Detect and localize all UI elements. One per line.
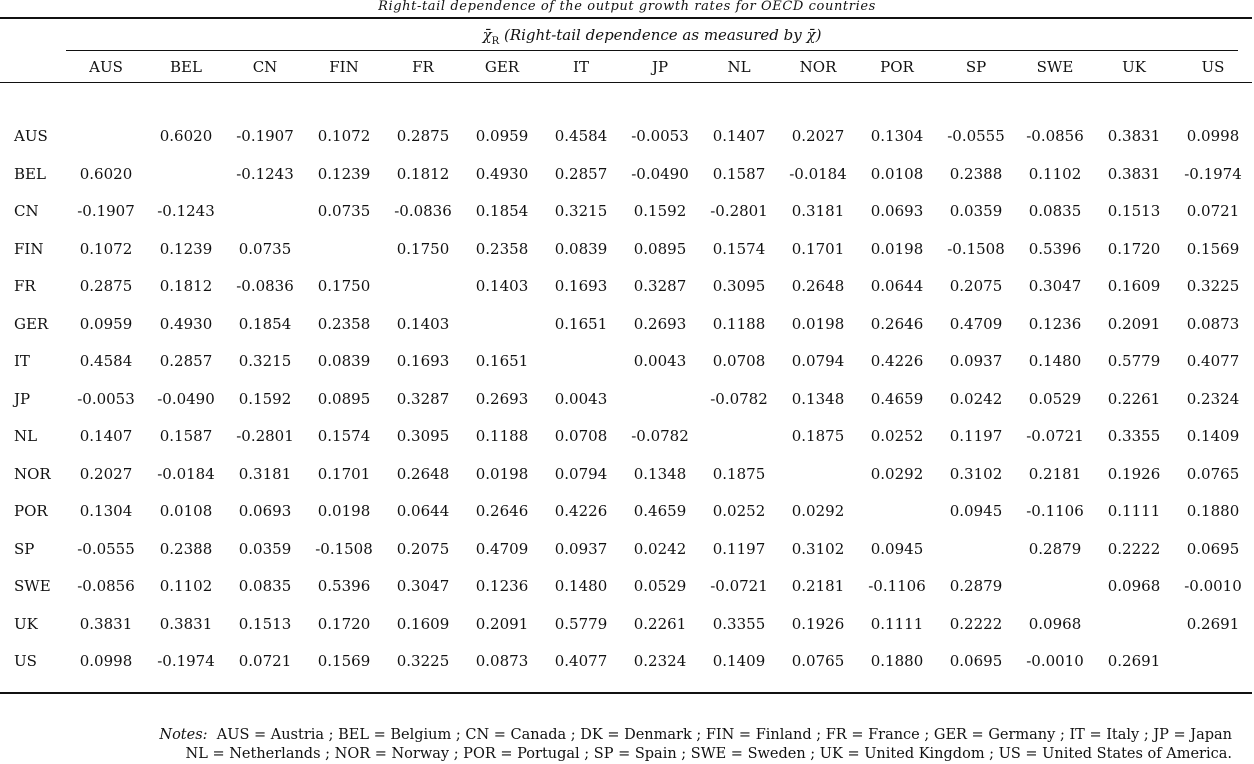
table-cell: 0.2648 bbox=[791, 277, 845, 295]
table-cell: 0.5779 bbox=[554, 615, 608, 633]
table-cell: -0.0053 bbox=[631, 127, 689, 145]
table-cell: 0.4584 bbox=[79, 352, 133, 370]
table-cell: 0.2027 bbox=[79, 465, 133, 483]
table-cell: 0.2875 bbox=[396, 127, 450, 145]
table-cell: 0.2388 bbox=[159, 540, 213, 558]
table-cell: 0.1875 bbox=[712, 465, 766, 483]
top-rule bbox=[0, 17, 1252, 19]
table-cell: 0.1403 bbox=[396, 315, 450, 333]
table-cell: -0.0782 bbox=[631, 427, 689, 445]
table-cell bbox=[541, 351, 621, 371]
table-cell: 0.1513 bbox=[238, 615, 292, 633]
column-header: FIN bbox=[329, 58, 359, 76]
table-cell: 0.1574 bbox=[317, 427, 371, 445]
table-cell: 0.3831 bbox=[79, 615, 133, 633]
table-cell: 0.4584 bbox=[554, 127, 608, 145]
table-cell: 0.0242 bbox=[949, 390, 1003, 408]
table-cell: 0.0198 bbox=[870, 240, 924, 258]
table-cell: -0.1508 bbox=[947, 240, 1005, 258]
table-cell: 0.1750 bbox=[317, 277, 371, 295]
table-cell: 0.1854 bbox=[238, 315, 292, 333]
table-cell: -0.0490 bbox=[631, 165, 689, 183]
table-cell: 0.0644 bbox=[396, 502, 450, 520]
table-cell: 0.4659 bbox=[870, 390, 924, 408]
table-cell: -0.0856 bbox=[77, 577, 135, 595]
column-header: US bbox=[1201, 58, 1225, 76]
table-cell: 0.1304 bbox=[870, 127, 924, 145]
table-cell: 0.0735 bbox=[317, 202, 371, 220]
table-cell: -0.1106 bbox=[868, 577, 926, 595]
table-cell: 0.3287 bbox=[633, 277, 687, 295]
table-cell: 0.0708 bbox=[712, 352, 766, 370]
table-cell: 0.1880 bbox=[1186, 502, 1240, 520]
table-cell: -0.0184 bbox=[157, 465, 215, 483]
table-cell: 0.1574 bbox=[712, 240, 766, 258]
row-header: US bbox=[14, 652, 37, 670]
table-cell: 0.2879 bbox=[1028, 540, 1082, 558]
table-notes bbox=[0, 726, 1232, 764]
table-cell: 0.2324 bbox=[633, 652, 687, 670]
table-cell: -0.1243 bbox=[157, 202, 215, 220]
table-cell: 0.0198 bbox=[791, 315, 845, 333]
table-cell: 0.1875 bbox=[791, 427, 845, 445]
table-cell: 0.2181 bbox=[1028, 465, 1082, 483]
table-cell: 0.1197 bbox=[949, 427, 1003, 445]
notes-text-1: AUS = Austria ; BEL = Belgium ; CN = Canada ; DK = Denmark ; FIN = Finland ; FR = France ; GER = Germany ; IT = Italy ; JP = Japan bbox=[216, 727, 1232, 743]
table-cell: 0.3095 bbox=[396, 427, 450, 445]
table-cell: 0.2691 bbox=[1186, 615, 1240, 633]
table-cell: 0.0252 bbox=[870, 427, 924, 445]
table-cell: 0.3215 bbox=[554, 202, 608, 220]
table-cell: -0.0555 bbox=[77, 540, 135, 558]
table-cell: 0.2857 bbox=[159, 352, 213, 370]
table-cell: 0.1102 bbox=[159, 577, 213, 595]
table-cell: 0.0693 bbox=[870, 202, 924, 220]
table-cell bbox=[225, 201, 305, 221]
header-rule bbox=[0, 82, 1252, 83]
table-cell bbox=[778, 464, 858, 484]
table-cell: 0.2091 bbox=[1107, 315, 1161, 333]
table-cell: -0.2801 bbox=[236, 427, 294, 445]
table-cell: 0.0945 bbox=[949, 502, 1003, 520]
table-cell: 0.0998 bbox=[1186, 127, 1240, 145]
table-cell: 0.1812 bbox=[396, 165, 450, 183]
measure-subscript: R bbox=[491, 36, 500, 47]
table-cell: 0.0945 bbox=[870, 540, 924, 558]
table-cell: 0.0242 bbox=[633, 540, 687, 558]
table-cell: 0.1111 bbox=[870, 615, 924, 633]
row-header: GER bbox=[14, 315, 49, 333]
table-cell: 0.1701 bbox=[791, 240, 845, 258]
table-cell: 0.1880 bbox=[870, 652, 924, 670]
row-header: AUS bbox=[14, 127, 48, 145]
table-cell: 0.3225 bbox=[396, 652, 450, 670]
table-cell bbox=[620, 389, 700, 409]
table-cell: 0.0359 bbox=[238, 540, 292, 558]
table-cell: 0.1569 bbox=[317, 652, 371, 670]
table-cell: 0.1348 bbox=[633, 465, 687, 483]
table-cell: 0.0043 bbox=[554, 390, 608, 408]
table-cell: 0.1102 bbox=[1028, 165, 1082, 183]
table-cell: 0.1480 bbox=[1028, 352, 1082, 370]
table-cell: 0.4659 bbox=[633, 502, 687, 520]
table-cell: 0.6020 bbox=[79, 165, 133, 183]
bottom-rule bbox=[0, 692, 1252, 694]
table-cell: 0.3047 bbox=[396, 577, 450, 595]
column-header: IT bbox=[573, 58, 589, 76]
table-cell: 0.0794 bbox=[554, 465, 608, 483]
column-header: NL bbox=[727, 58, 751, 76]
table-cell: 0.0108 bbox=[159, 502, 213, 520]
table-cell: 0.0968 bbox=[1028, 615, 1082, 633]
table-cell: 0.0873 bbox=[1186, 315, 1240, 333]
table-cell: 0.1587 bbox=[712, 165, 766, 183]
table-cell: -0.0721 bbox=[1026, 427, 1084, 445]
notes-line-2: NL = Netherlands ; NOR = Norway ; POR = Portugal ; SP = Spain ; SWE = Sweden ; UK = United Kingdom ; US = United States of America. bbox=[185, 746, 1232, 762]
table-cell: 0.3831 bbox=[1107, 127, 1161, 145]
row-header: SP bbox=[14, 540, 35, 558]
table-cell: 0.1239 bbox=[317, 165, 371, 183]
table-cell: 0.1609 bbox=[396, 615, 450, 633]
table-cell: 0.0937 bbox=[949, 352, 1003, 370]
table-cell: 0.0873 bbox=[475, 652, 529, 670]
column-header: GER bbox=[484, 58, 520, 76]
table-cell: 0.3102 bbox=[949, 465, 1003, 483]
table-cell: 0.1111 bbox=[1107, 502, 1161, 520]
row-header: JP bbox=[14, 390, 31, 408]
table-cell: 0.6020 bbox=[159, 127, 213, 145]
table-cell: -0.0555 bbox=[947, 127, 1005, 145]
table-cell: 0.1236 bbox=[475, 577, 529, 595]
table-cell: 0.2358 bbox=[317, 315, 371, 333]
header-subrule bbox=[66, 50, 1238, 51]
table-cell: 0.0721 bbox=[1186, 202, 1240, 220]
table-cell: 0.2261 bbox=[1107, 390, 1161, 408]
table-cell: 0.1348 bbox=[791, 390, 845, 408]
table-cell: 0.1854 bbox=[475, 202, 529, 220]
table-cell: -0.2801 bbox=[710, 202, 768, 220]
table-cell bbox=[699, 426, 779, 446]
table-cell: 0.0895 bbox=[633, 240, 687, 258]
notes-label: Notes: bbox=[159, 727, 208, 743]
table-cell: 0.1569 bbox=[1186, 240, 1240, 258]
table-cell bbox=[66, 126, 146, 146]
table-cell: 0.0529 bbox=[1028, 390, 1082, 408]
row-header: POR bbox=[14, 502, 48, 520]
table-cell: 0.2324 bbox=[1186, 390, 1240, 408]
table-cell: 0.1587 bbox=[159, 427, 213, 445]
table-cell: 0.2027 bbox=[791, 127, 845, 145]
table-cell: -0.1907 bbox=[236, 127, 294, 145]
column-header: FR bbox=[412, 58, 434, 76]
table-cell: 0.1409 bbox=[1186, 427, 1240, 445]
table-cell: -0.0490 bbox=[157, 390, 215, 408]
table-cell: 0.1072 bbox=[79, 240, 133, 258]
table-cell: 0.0695 bbox=[1186, 540, 1240, 558]
table-cell: -0.0836 bbox=[394, 202, 452, 220]
table-cell: 0.5396 bbox=[1028, 240, 1082, 258]
table-cell: 0.1926 bbox=[791, 615, 845, 633]
table-cell: 0.0998 bbox=[79, 652, 133, 670]
table-cell: 0.1072 bbox=[317, 127, 371, 145]
table-cell: 0.1701 bbox=[317, 465, 371, 483]
table-cell: 0.1304 bbox=[79, 502, 133, 520]
table-cell: 0.1651 bbox=[554, 315, 608, 333]
table-cell: 0.3215 bbox=[238, 352, 292, 370]
table-cell: 0.1480 bbox=[554, 577, 608, 595]
table-cell: 0.2358 bbox=[475, 240, 529, 258]
table-cell: 0.1750 bbox=[396, 240, 450, 258]
row-header: CN bbox=[14, 202, 39, 220]
table-cell: 0.0292 bbox=[870, 465, 924, 483]
table-cell: -0.0053 bbox=[77, 390, 135, 408]
table-cell: 0.2646 bbox=[475, 502, 529, 520]
measure-explanation: (Right-tail dependence as measured by χ̄) bbox=[503, 26, 822, 44]
table-cell: 0.1403 bbox=[475, 277, 529, 295]
table-cell: 0.2388 bbox=[949, 165, 1003, 183]
table-cell: 0.5779 bbox=[1107, 352, 1161, 370]
table-cell: -0.1243 bbox=[236, 165, 294, 183]
table-cell: 0.1592 bbox=[238, 390, 292, 408]
table-cell bbox=[146, 164, 226, 184]
table-cell bbox=[1173, 651, 1253, 671]
table-cell: 0.1197 bbox=[712, 540, 766, 558]
table-cell: 0.1693 bbox=[396, 352, 450, 370]
table-cell: 0.2091 bbox=[475, 615, 529, 633]
table-cell bbox=[462, 314, 542, 334]
row-header: UK bbox=[14, 615, 38, 633]
table-cell: 0.2693 bbox=[633, 315, 687, 333]
table-cell: 0.1720 bbox=[317, 615, 371, 633]
measure-header bbox=[66, 25, 1238, 45]
table-cell: -0.1974 bbox=[1184, 165, 1242, 183]
table-cell: 0.0959 bbox=[475, 127, 529, 145]
table-cell: -0.0721 bbox=[710, 577, 768, 595]
table-cell: 0.1812 bbox=[159, 277, 213, 295]
measure-symbol: χ̄ bbox=[482, 26, 492, 44]
table-cell: 0.3181 bbox=[791, 202, 845, 220]
table-cell: 0.4226 bbox=[554, 502, 608, 520]
row-header: FR bbox=[14, 277, 36, 295]
table-cell: -0.0184 bbox=[789, 165, 847, 183]
table-cell: 0.2648 bbox=[396, 465, 450, 483]
table-cell: -0.1907 bbox=[77, 202, 135, 220]
table-cell: 0.1651 bbox=[475, 352, 529, 370]
row-header: FIN bbox=[14, 240, 44, 258]
table-cell: 0.0292 bbox=[791, 502, 845, 520]
table-cell: 0.3047 bbox=[1028, 277, 1082, 295]
table-cell bbox=[304, 239, 384, 259]
table-cell: 0.1239 bbox=[159, 240, 213, 258]
table-cell: 0.3831 bbox=[1107, 165, 1161, 183]
table-cell: 0.0708 bbox=[554, 427, 608, 445]
table-cell: 0.1720 bbox=[1107, 240, 1161, 258]
table-cell: 0.4077 bbox=[554, 652, 608, 670]
table-cell: 0.0968 bbox=[1107, 577, 1161, 595]
column-header: SP bbox=[965, 58, 987, 76]
table-cell: 0.4709 bbox=[475, 540, 529, 558]
table-cell: 0.2875 bbox=[79, 277, 133, 295]
table-cell: 0.3355 bbox=[1107, 427, 1161, 445]
table-cell: 0.4709 bbox=[949, 315, 1003, 333]
table-cell: 0.0959 bbox=[79, 315, 133, 333]
table-cell: -0.0010 bbox=[1184, 577, 1242, 595]
table-cell: 0.0198 bbox=[317, 502, 371, 520]
table-cell: 0.3287 bbox=[396, 390, 450, 408]
table-cell: 0.0693 bbox=[238, 502, 292, 520]
table-cell: 0.3102 bbox=[791, 540, 845, 558]
table-cell: 0.1926 bbox=[1107, 465, 1161, 483]
column-header: UK bbox=[1122, 58, 1146, 76]
table-cell: 0.0721 bbox=[238, 652, 292, 670]
table-cell: 0.4930 bbox=[159, 315, 213, 333]
table-cell: 0.0765 bbox=[791, 652, 845, 670]
table-cell: -0.0836 bbox=[236, 277, 294, 295]
column-header: NOR bbox=[799, 58, 837, 76]
table-cell: 0.2222 bbox=[949, 615, 1003, 633]
row-header: NL bbox=[14, 427, 38, 445]
column-header: SWE bbox=[1036, 58, 1074, 76]
table-cell: 0.0252 bbox=[712, 502, 766, 520]
column-header: BEL bbox=[170, 58, 202, 76]
table-cell: 0.2691 bbox=[1107, 652, 1161, 670]
table-cell: 0.4226 bbox=[870, 352, 924, 370]
table-cell: 0.2222 bbox=[1107, 540, 1161, 558]
table-caption: Right-tail dependence of the output growth rates for OECD countries bbox=[378, 0, 876, 14]
row-header: SWE bbox=[14, 577, 51, 595]
table-cell: 0.2646 bbox=[870, 315, 924, 333]
table-cell: 0.0198 bbox=[475, 465, 529, 483]
row-header: BEL bbox=[14, 165, 46, 183]
table-cell: 0.1407 bbox=[79, 427, 133, 445]
table-cell: 0.1609 bbox=[1107, 277, 1161, 295]
table-cell: -0.0856 bbox=[1026, 127, 1084, 145]
table-cell: -0.1974 bbox=[157, 652, 215, 670]
table-cell: 0.0835 bbox=[1028, 202, 1082, 220]
table-cell: 0.2693 bbox=[475, 390, 529, 408]
table-cell: 0.3181 bbox=[238, 465, 292, 483]
table-cell: 0.0839 bbox=[317, 352, 371, 370]
row-header: NOR bbox=[14, 465, 51, 483]
table-cell: 0.0695 bbox=[949, 652, 1003, 670]
table-cell: -0.1508 bbox=[315, 540, 373, 558]
table-cell bbox=[1015, 576, 1095, 596]
table-cell: 0.4077 bbox=[1186, 352, 1240, 370]
table-cell: 0.2261 bbox=[633, 615, 687, 633]
column-header: AUS bbox=[89, 58, 123, 76]
table-cell: 0.0765 bbox=[1186, 465, 1240, 483]
table-cell bbox=[383, 276, 463, 296]
table-cell: 0.0839 bbox=[554, 240, 608, 258]
table-cell: 0.2075 bbox=[949, 277, 1003, 295]
table-cell: 0.0937 bbox=[554, 540, 608, 558]
notes-line-1 bbox=[0, 726, 1232, 745]
table-cell: 0.0735 bbox=[238, 240, 292, 258]
table-cell: 0.1188 bbox=[475, 427, 529, 445]
table-cell: 0.3831 bbox=[159, 615, 213, 633]
table-cell: 0.0895 bbox=[317, 390, 371, 408]
table-cell bbox=[936, 539, 1016, 559]
table-cell: 0.4930 bbox=[475, 165, 529, 183]
table-cell: 0.0835 bbox=[238, 577, 292, 595]
table-cell: 0.1513 bbox=[1107, 202, 1161, 220]
column-header: POR bbox=[880, 58, 914, 76]
table-cell bbox=[857, 501, 937, 521]
table-cell: 0.3095 bbox=[712, 277, 766, 295]
table-cell: 0.0359 bbox=[949, 202, 1003, 220]
table-cell: 0.1592 bbox=[633, 202, 687, 220]
table-cell: 0.1236 bbox=[1028, 315, 1082, 333]
table-cell: -0.0782 bbox=[710, 390, 768, 408]
row-header: IT bbox=[14, 352, 30, 370]
table-cell: 0.2181 bbox=[791, 577, 845, 595]
table-cell: 0.2879 bbox=[949, 577, 1003, 595]
column-header: CN bbox=[252, 58, 278, 76]
table-cell: -0.1106 bbox=[1026, 502, 1084, 520]
table-cell: 0.0043 bbox=[633, 352, 687, 370]
table-cell: 0.1188 bbox=[712, 315, 766, 333]
table-cell: 0.2075 bbox=[396, 540, 450, 558]
table-cell: 0.5396 bbox=[317, 577, 371, 595]
column-header: JP bbox=[651, 58, 669, 76]
table-cell: 0.0644 bbox=[870, 277, 924, 295]
table-cell: 0.2857 bbox=[554, 165, 608, 183]
table-cell: 0.1693 bbox=[554, 277, 608, 295]
table-cell: 0.1409 bbox=[712, 652, 766, 670]
table-cell: 0.3225 bbox=[1186, 277, 1240, 295]
table-cell bbox=[1094, 614, 1174, 634]
table-cell: 0.0529 bbox=[633, 577, 687, 595]
table-cell: -0.0010 bbox=[1026, 652, 1084, 670]
table-cell: 0.1407 bbox=[712, 127, 766, 145]
table-cell: 0.0108 bbox=[870, 165, 924, 183]
table-cell: 0.0794 bbox=[791, 352, 845, 370]
table-cell: 0.3355 bbox=[712, 615, 766, 633]
